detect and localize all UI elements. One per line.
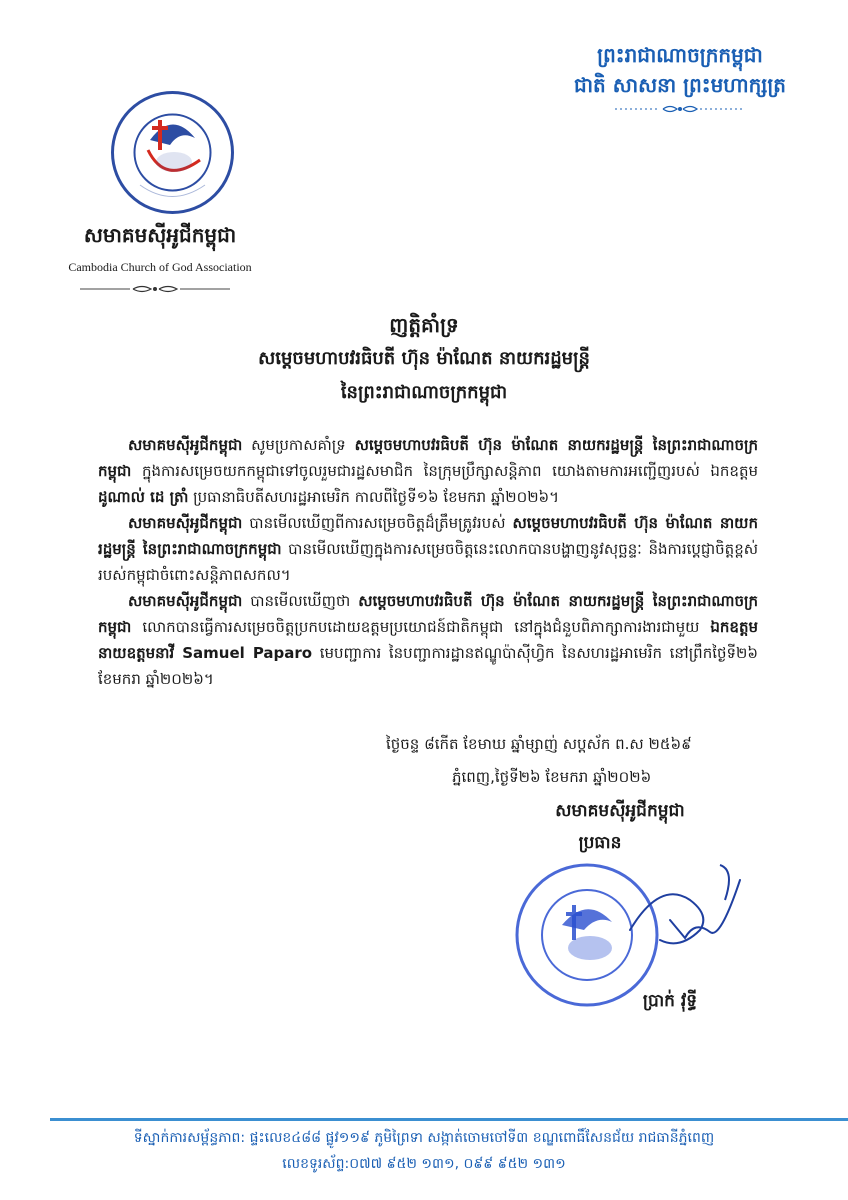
- lunar-date: ថ្ងៃចន្ទ ៨កើត ខែមាឃ ឆ្នាំម្សាញ់ សប្តស័ក ព.ស ២៥៦៩: [386, 735, 692, 753]
- signer-title: ប្រធាន: [578, 833, 622, 853]
- logo-ornament: [80, 284, 230, 294]
- paragraph-2-run-4: បានមើលឃើញក្នុងការសម្រេចចិត្តនេះលោកបានបង្ហាញនូវសុច្ឆន្ទៈ និងការប្តេជ្ញាចិត្តខ្ពស់របស់កម្ពុជាចំពោះសន្តិភាពសកល។: [98, 540, 758, 584]
- paragraph-1-run-1: សមាគមសុីអូជីកម្ពុជា: [128, 436, 243, 454]
- paragraph-1: [98, 432, 758, 510]
- signer-name: ប្រាក់ វុទ្ធី: [642, 991, 698, 1011]
- paragraph-1-run-5: ដូណាល់ ដេ ត្រាំ: [98, 488, 189, 506]
- place-date: ភ្នំពេញ,ថ្ងៃទី២៦ ខែមករា ឆ្នាំ២០២៦: [452, 768, 652, 786]
- paragraph-3: [98, 588, 758, 692]
- footer-divider: [50, 1118, 848, 1121]
- paragraph-3-run-6: មេបញ្ជាការ នៃបញ្ជាការដ្ឋានឥណ្ឌូប៉ាសុីហ្វិក នៃសហរដ្ឋអាមេរិក នៅព្រឹកថ្ងៃទី២៦ ខែមករា ឆ្នាំ២០២៦។: [98, 644, 758, 688]
- paragraph-2-run-3: សម្តេចមហាបវរធិបតី ហ៊ុន ម៉ាណែត នាយករដ្ឋមន្រ្តី នៃព្រះរាជាណាចក្រកម្ពុជា: [98, 514, 758, 558]
- letter-body: [98, 432, 758, 692]
- paragraph-3-run-4: លោកបានធ្វើការសម្រេចចិត្តប្រកបដោយឧត្តមប្រយោជន៍ជាតិកម្ពុជា នៅក្នុងជំនួបពិភាក្សាការងារជាមួយ: [131, 618, 711, 636]
- footer-address: ទីស្នាក់ការសម្ព័ន្ធភាព: ផ្ទះលេខ៤៨៨ ផ្លូវ១១៩ ភូមិព្រៃទា សង្កាត់ចោមចៅទី៣ ខណ្ឌពោធិ៍សែនជ័យ រាជធានីភ្នំពេញ: [133, 1130, 715, 1146]
- paragraph-3-run-1: សមាគមសុីអូជីកម្ពុជា: [128, 592, 243, 610]
- footer-phone: លេខទូរស័ព្ទ:០៧៧ ៩៥២ ១៣១, ០៩៩ ៩៥២ ១៣១: [282, 1156, 566, 1172]
- paragraph-2-run-2: បានមើលឃើញពីការសម្រេចចិត្តដ៏ត្រឹមត្រូវរបស់: [242, 514, 513, 532]
- paragraph-2: [98, 510, 758, 588]
- paragraph-3-run-2: បានមើលឃើញថា: [242, 592, 359, 610]
- header-ornament: [615, 104, 745, 114]
- document-title: ញត្តិគាំទ្រ: [389, 313, 459, 337]
- paragraph-1-run-2: សូមប្រកាសគាំទ្រ: [242, 436, 355, 454]
- kingdom-header: [550, 40, 810, 114]
- kingdom-line-1: ព្រះរាជាណាចក្រកម្ពុជា: [597, 43, 763, 67]
- kingdom-line-2: ជាតិ សាសនា ព្រះមហាក្សត្រ: [574, 73, 786, 97]
- organization-name-english: Cambodia Church of God Association: [68, 260, 252, 274]
- paragraph-2-run-1: សមាគមសុីអូជីកម្ពុជា: [128, 514, 243, 532]
- association-logo: [110, 90, 235, 215]
- document-subtitle-2: នៃព្រះរាជាណាចក្រកម្ពុជា: [340, 382, 508, 403]
- signer-organization: សមាគមសុីអូជីកម្ពុជា: [555, 801, 685, 821]
- document-subtitle-1: សម្តេចមហាបវរធិបតី ហ៊ុន ម៉ាណែត នាយករដ្ឋមន្រ្តី: [258, 348, 590, 369]
- paragraph-3-run-5: ឯកឧត្តមនាយឧត្តមនាវី Samuel Paparo: [98, 618, 758, 662]
- paragraph-3-run-3: សម្តេចមហាបវរធិបតី ហ៊ុន ម៉ាណែត នាយករដ្ឋមន្រ្តី នៃព្រះរាជាណាចក្រកម្ពុជា: [98, 592, 758, 636]
- paragraph-1-run-3: សម្តេចមហាបវរធិបតី ហ៊ុន ម៉ាណែត នាយករដ្ឋមន្រ្តី នៃព្រះរាជាណាចក្រកម្ពុជា: [98, 436, 758, 480]
- paragraph-1-run-6: ប្រធានាធិបតីសហរដ្ឋអាមេរិក កាលពីថ្ងៃទី១៦ ខែមករា ឆ្នាំ២០២៦។: [188, 488, 560, 506]
- organization-name-khmer: សមាគមសុីអូជីកម្ពុជា: [83, 223, 237, 247]
- handwritten-signature: [600, 860, 750, 980]
- paragraph-1-run-4: ក្នុងការសម្រេចយកកម្ពុជាទៅចូលរួមជារដ្ឋសមាជិក នៃក្រុមប្រឹក្សាសន្តិភាព យោងតាមការអញ្ជើញរបស់ ឯកឧត្តម: [131, 462, 758, 480]
